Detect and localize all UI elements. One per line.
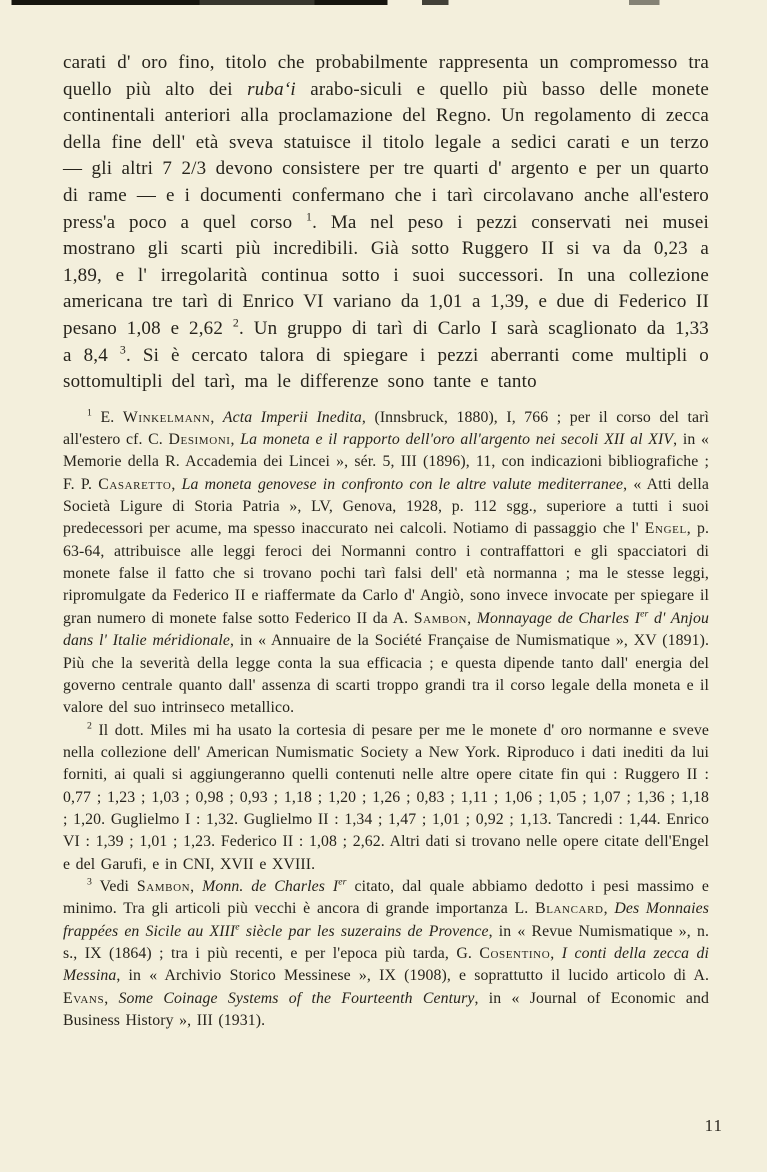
- footnotes-section: [63, 407, 709, 1033]
- text-block: [63, 50, 709, 1032]
- scan-edge-artifact: [0, 0, 767, 5]
- body-paragraph: carati d' oro fino, titolo che probabilmente rappresenta un compromesso tra quello più alto dei rubaʻi arabo-siculi e quello più basso delle monete continentali anteriori alla proclamazione del Regno. Un regolamento di zecca della fine dell' età sveva statuisce il titolo legale a sedici carati e un terzo — gli altri 7 2/3 devono consistere per tre quarti d' argento e per un quarto di rame — e i documenti confermano che i tarì circolavano anche all'estero press'a poco a quel corso $^1$. Ma nel peso i pezzi conservati nei musei mostrano gli scarti più incredibili. Già sotto Ruggero II si va da 0,23 a 1,89, e l' irregolarità continua sotto i suoi successori. In una collezione americana tre tarì di Enrico VI variano da 1,01 a 1,39, e due di Federico II pesano 1,08 e 2,62 $^2$. Un gruppo di tarì di Carlo I sarà scaglionato da 1,33 a 8,4 $^3$. Si è cercato talora di spiegare i pezzi aberranti come multipli o sottomultipli del tarì, ma le differenze sono tante e tanto: [63, 52, 710, 393]
- footnote-2: $^2$ Il dott. Miles mi ha usato la cortesia di pesare per me le monete d' oro normanne e sveve nella collezione dell' American Numismatic Society a New York. Riproduco i dati inediti da lui forniti, ai quali si aggiungeranno quelli contenuti nelle altre opere citate fin qui : Ruggero II : 0,77 ; 1,23 ; 1,03 ; 0,98 ; 0,93 ; 1,18 ; 1,20 ; 1,26 ; 0,83 ; 1,11 ; 1,06 ; 1,05 ; 1,07 ; 1,36 ; 1,18 ; 1,20. Guglielmo I : 1,32. Guglielmo II : 1,34 ; 1,47 ; 1,01 ; 0,92 ; 1,13. Tancredi : 1,44. Enrico VI : 1,39 ; 1,01 ; 1,23. Federico II : 1,08 ; 2,62. Altri dati si trovano nelle opere citate dell'Engel e del Garufi, e in CNI, XVII e XVIII.: [63, 720, 709, 873]
- footnote-3: $^3$ Vedi Sambon, Monn. de Charles Ier citato, dal quale abbiamo dedotto i pesi massimo e minimo. Tra gli articoli più vecchi è ancora di grande importanza L. Blancard, Des Monnaies frappées en Sicile au XIIIe siècle par les suzerains de Provence, in « Revue Numismatique », n. s., IX (1864) ; tra i più recenti, e per l'epoca più tarda, G. Cosentino, I conti della zecca di Messina, in « Archivio Storico Messinese », IX (1908), e soprattutto il lucido articolo di A. Evans, Some Coinage Systems of the Fourteenth Century, in « Journal of Economic and Business History », III (1931).: [63, 876, 710, 1029]
- page-number: 11: [704, 1116, 723, 1135]
- footnote-1: $^1$ E. Winkelmann, Acta Imperii Inedita, (Innsbruck, 1880), I, 766 ; per il corso del tarì all'estero cf. C. Desimoni, La moneta e il rapporto dell'oro all'argento nei secoli XII al XIV, in « Memorie della R. Accademia dei Lincei », sér. 5, III (1896), 11, con indicazioni bibliografiche ; F. P. Casaretto, La moneta genovese in confronto con le altre valute mediterranee, « Atti della Società Ligure di Storia Patria », LV, Genova, 1928, p. 112 sgg., superiore a tutti i suoi predecessori per acume, ma spesso inaccurato nei calcoli. Notiamo di passaggio che l' Engel, p. 63-64, attribuisce alle leggi feroci dei Normanni contro i contraffattori e gli spacciatori di monete false il fatto che si trovano pochi tarì falsi dell' età normanna ; ma le stesse leggi, ripromulgate da Federico II e riaffermate da Carlo d' Angiò, sono invece invocate per spiegare il gran numero di monete false sotto Federico II da A. Sambon, Monnayage de Charles Ier d' Anjou dans l' Italie méridionale, in « Annuaire de la Société Française de Numismatique », XV (1891). Più che la severità della legge conta la sua efficacia ; e questa dipende tanto dall' energia del governo centrale quanto dall' assenza di scarti troppo grandi tra il corso legale della moneta e il valore del suo intrinseco metallico.: [63, 407, 710, 717]
